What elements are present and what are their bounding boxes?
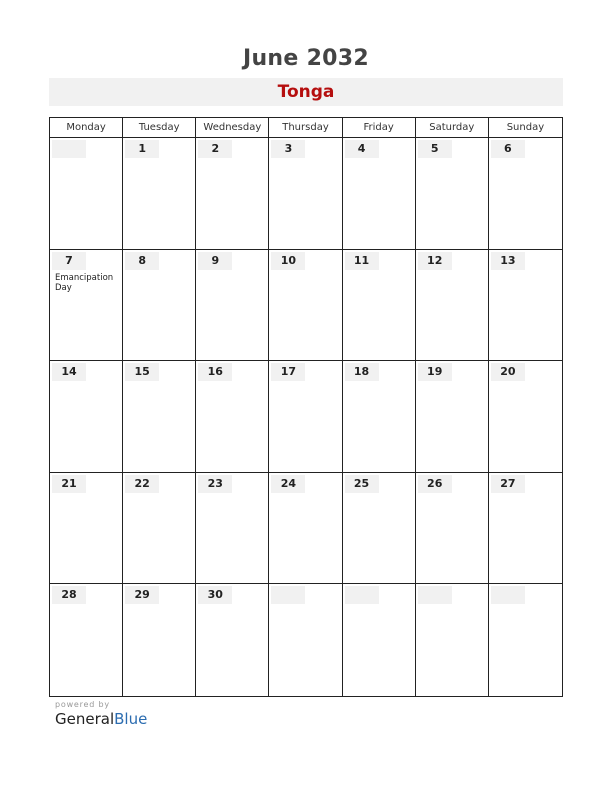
calendar-grid (49, 117, 563, 697)
day-cell[interactable] (196, 138, 269, 250)
day-number (345, 586, 379, 604)
day-number (418, 586, 452, 604)
day-number: 3 (271, 140, 305, 158)
day-cell[interactable] (269, 473, 342, 585)
day-number: 18 (345, 363, 379, 381)
day-cell[interactable] (416, 250, 489, 362)
day-number: 25 (345, 475, 379, 493)
day-cell[interactable] (269, 584, 342, 696)
weekday-header-saturday: Saturday (416, 118, 489, 138)
day-number: 5 (418, 140, 452, 158)
day-cell[interactable] (269, 138, 342, 250)
day-cell[interactable] (343, 473, 416, 585)
day-cell[interactable] (123, 361, 196, 473)
day-number: 7 (52, 252, 86, 270)
weekday-header-wednesday: Wednesday (196, 118, 269, 138)
day-cell[interactable] (50, 250, 123, 362)
day-number (271, 586, 305, 604)
day-cell[interactable] (489, 250, 562, 362)
country-banner (49, 78, 563, 106)
day-number: 19 (418, 363, 452, 381)
day-number: 9 (198, 252, 232, 270)
day-cell[interactable] (196, 250, 269, 362)
day-cell[interactable] (343, 250, 416, 362)
weekday-header-tuesday: Tuesday (123, 118, 196, 138)
day-cell[interactable] (489, 361, 562, 473)
day-cell[interactable] (416, 361, 489, 473)
day-number: 23 (198, 475, 232, 493)
day-number (491, 586, 525, 604)
day-cell[interactable] (343, 361, 416, 473)
day-number: 29 (125, 586, 159, 604)
day-cell[interactable] (489, 584, 562, 696)
day-cell[interactable] (123, 250, 196, 362)
day-cell[interactable] (416, 473, 489, 585)
brand-blue-text: Blue (114, 710, 148, 728)
day-number: 4 (345, 140, 379, 158)
generalblue-logo[interactable] (55, 710, 147, 728)
day-number: 2 (198, 140, 232, 158)
day-number: 24 (271, 475, 305, 493)
day-number: 30 (198, 586, 232, 604)
day-number: 1 (125, 140, 159, 158)
day-number: 11 (345, 252, 379, 270)
day-cell[interactable] (343, 584, 416, 696)
day-cell[interactable] (416, 584, 489, 696)
day-number: 28 (52, 586, 86, 604)
country-name: Tonga (277, 82, 335, 102)
day-cell[interactable] (123, 473, 196, 585)
day-cell[interactable] (196, 361, 269, 473)
day-cell[interactable] (50, 361, 123, 473)
day-number: 10 (271, 252, 305, 270)
day-number: 15 (125, 363, 159, 381)
day-cell[interactable] (489, 473, 562, 585)
day-cell[interactable] (50, 138, 123, 250)
day-number: 8 (125, 252, 159, 270)
day-number: 12 (418, 252, 452, 270)
day-number: 27 (491, 475, 525, 493)
weekday-header-monday: Monday (50, 118, 123, 138)
day-cell[interactable] (489, 138, 562, 250)
day-number: 13 (491, 252, 525, 270)
day-number: 21 (52, 475, 86, 493)
day-number: 26 (418, 475, 452, 493)
day-number: 22 (125, 475, 159, 493)
day-number (52, 140, 86, 158)
footer-branding (55, 700, 147, 728)
weekday-header-friday: Friday (343, 118, 416, 138)
day-cell[interactable] (416, 138, 489, 250)
day-number: 17 (271, 363, 305, 381)
weekday-header-thursday: Thursday (269, 118, 342, 138)
day-cell[interactable] (196, 584, 269, 696)
day-cell[interactable] (50, 584, 123, 696)
powered-by-label: powered by (55, 700, 110, 709)
day-cell[interactable] (269, 250, 342, 362)
day-number: 20 (491, 363, 525, 381)
day-cell[interactable] (123, 584, 196, 696)
day-cell[interactable] (123, 138, 196, 250)
weekday-header-sunday: Sunday (489, 118, 562, 138)
day-number: 16 (198, 363, 232, 381)
day-cell[interactable] (343, 138, 416, 250)
brand-general-text: General (55, 710, 115, 728)
day-cell[interactable] (196, 473, 269, 585)
day-number: 6 (491, 140, 525, 158)
day-number: 14 (52, 363, 86, 381)
holiday-label: Emancipation Day (55, 272, 114, 293)
day-cell[interactable] (50, 473, 123, 585)
day-cell[interactable] (269, 361, 342, 473)
calendar-title: June 2032 (242, 46, 370, 71)
